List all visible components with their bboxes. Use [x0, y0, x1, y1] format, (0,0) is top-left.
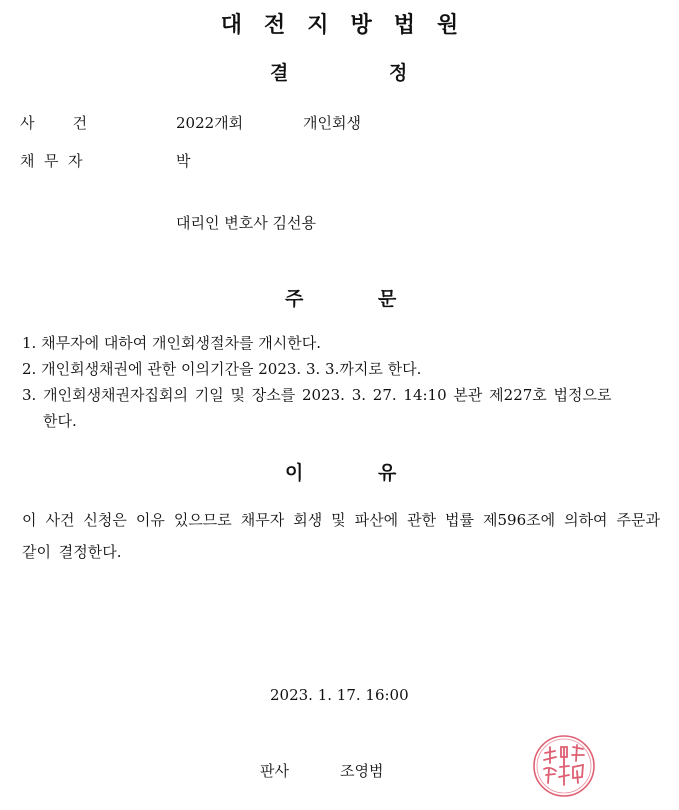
case-number: 2022개회 — [176, 114, 244, 132]
reason-heading-left: 이 — [285, 462, 304, 484]
doc-title-left: 결 — [270, 62, 289, 84]
reason-heading-right: 유 — [378, 462, 397, 484]
debtor-name: 박 — [176, 152, 191, 170]
order-item-text: 개인회생채권자집회의 기일 및 장소를 2023. 3. 27. 14:10 본관 제227호 법정으로 — [43, 386, 612, 404]
order-item-3 — [22, 384, 660, 405]
order-item-2 — [22, 358, 421, 379]
order-item-text: 채무자에 대하여 개인회생절차를 개시한다. — [41, 334, 321, 352]
doc-title-right: 정 — [389, 62, 408, 84]
debtor-label: 채 무 자 — [20, 152, 83, 170]
order-item-number: 3. — [22, 386, 37, 404]
decision-date: 2023. 1. 17. 16:00 — [270, 686, 409, 704]
case-label: 사 건 — [20, 114, 88, 132]
order-item-3-continuation: 한다. — [43, 412, 77, 430]
order-item-number: 1. — [22, 334, 37, 352]
order-heading-left: 주 — [285, 288, 304, 310]
judge-name: 조영범 — [340, 762, 384, 780]
court-name: 대전지방법원 — [220, 13, 481, 38]
order-item-1 — [22, 332, 321, 353]
debtor-representative: 대리인 변호사 김선용 — [176, 214, 316, 232]
case-type: 개인회생 — [303, 114, 361, 132]
order-heading-right: 문 — [378, 288, 397, 310]
judge-seal-stamp — [531, 733, 597, 799]
reason-text: 이 사건 신청은 이유 있으므로 채무자 회생 및 파산에 관한 법률 제596조에 의하여 주문과 같이 결정한다. — [22, 511, 660, 561]
judge-title: 판사 — [260, 762, 289, 780]
order-item-text: 개인회생채권에 관한 이의기간을 2023. 3. 3.까지로 한다. — [41, 360, 422, 378]
order-item-number: 2. — [22, 360, 37, 378]
